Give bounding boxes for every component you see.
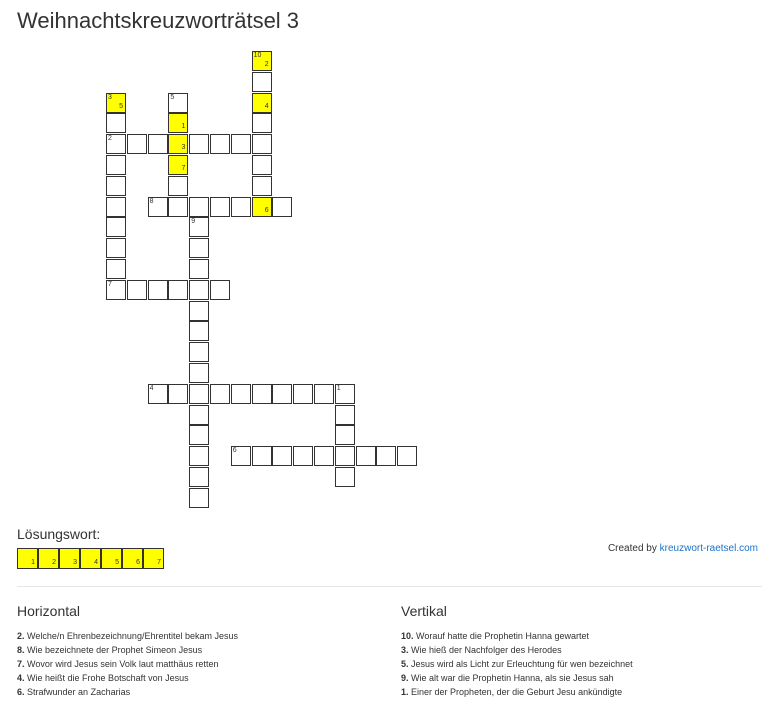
grid-cell[interactable]: [189, 217, 209, 237]
clue-number: 6: [232, 447, 237, 455]
solution-index: 3: [73, 559, 77, 566]
solution-word-box[interactable]: [38, 548, 59, 569]
grid-cell[interactable]: [189, 446, 209, 466]
grid-cell[interactable]: [148, 280, 168, 300]
grid-cell[interactable]: [148, 384, 168, 404]
grid-cell[interactable]: [189, 238, 209, 258]
grid-cell[interactable]: [210, 280, 230, 300]
grid-cell[interactable]: [189, 259, 209, 279]
clue-number: 10: [253, 52, 262, 59]
solution-index: 2: [264, 61, 269, 68]
clue-number: 8: [149, 197, 154, 205]
credit: Created by kreuzwort-raetsel.com: [607, 543, 758, 554]
grid-cell[interactable]: [168, 113, 188, 133]
solution-index: 6: [264, 206, 269, 214]
grid-cell[interactable]: [189, 405, 209, 425]
grid-cell[interactable]: [252, 51, 272, 71]
grid-cell[interactable]: [314, 446, 334, 466]
grid-cell[interactable]: [168, 134, 188, 154]
grid-cell[interactable]: [252, 155, 272, 175]
grid-cell[interactable]: [314, 384, 334, 404]
grid-cell[interactable]: [127, 134, 147, 154]
grid-cell[interactable]: [252, 446, 272, 466]
grid-cell[interactable]: [252, 176, 272, 196]
grid-cell[interactable]: [335, 405, 355, 425]
grid-cell[interactable]: [168, 176, 188, 196]
grid-cell[interactable]: [293, 446, 313, 466]
grid-cell[interactable]: [252, 384, 272, 404]
grid-cell[interactable]: [231, 384, 251, 404]
grid-cell[interactable]: [252, 72, 272, 92]
grid-cell[interactable]: [106, 134, 126, 154]
grid-cell[interactable]: [106, 176, 126, 196]
horizontal-clues-title: Horizontal: [17, 603, 81, 619]
vertical-clues: [401, 603, 761, 699]
clue-row: 5. Jesus wird als Licht zur Erleuchtung für wen bezeichnet: [401, 659, 633, 669]
solution-index: 4: [264, 102, 269, 110]
clue-number: 2: [108, 135, 112, 143]
solution-index: 7: [157, 559, 161, 566]
grid-cell[interactable]: [210, 384, 230, 404]
grid-cell[interactable]: [189, 280, 209, 300]
clue-number: 4: [149, 384, 154, 392]
solution-word-boxes: [17, 548, 164, 569]
solution-index: 6: [136, 559, 140, 566]
grid-cell[interactable]: [189, 301, 209, 321]
grid-cell[interactable]: [127, 280, 147, 300]
grid-cell[interactable]: [210, 134, 230, 154]
clue-row: 1. Einer der Propheten, der die Geburt Jesu ankündigte: [401, 687, 623, 697]
clue-row: 8. Wie bezeichnete der Prophet Simeon Jesus: [17, 645, 203, 655]
grid-cell[interactable]: [252, 113, 272, 133]
grid-cell[interactable]: [189, 321, 209, 341]
grid-cell[interactable]: [189, 134, 209, 154]
clue-number: 1: [336, 384, 341, 392]
clue-row: 10. Worauf hatte die Prophetin Hanna gewartet: [401, 631, 589, 641]
solution-index: 7: [181, 165, 186, 172]
grid-cell[interactable]: [189, 363, 209, 383]
vertical-clues-title: Vertikal: [401, 603, 447, 619]
grid-cell[interactable]: [252, 134, 272, 154]
clue-row: 3. Wie hieß der Nachfolger des Herodes: [401, 645, 562, 655]
grid-cell[interactable]: [106, 113, 126, 133]
clue-number: 7: [108, 280, 112, 288]
grid-cell[interactable]: [189, 467, 209, 487]
grid-cell[interactable]: [106, 93, 126, 113]
solution-index: 1: [181, 123, 186, 131]
grid-cell[interactable]: [148, 134, 168, 154]
grid-cell[interactable]: [189, 488, 209, 508]
grid-cell[interactable]: [231, 134, 251, 154]
grid-cell[interactable]: [106, 259, 126, 279]
clue-row: 6. Strafwunder an Zacharias: [17, 687, 131, 697]
grid-cell[interactable]: [189, 197, 209, 217]
page-title: Weihnachtskreuzworträtsel 3: [17, 8, 300, 33]
grid-cell[interactable]: [272, 384, 292, 404]
grid-cell[interactable]: [210, 197, 230, 217]
grid-cell[interactable]: [148, 197, 168, 217]
grid-cell[interactable]: [106, 217, 126, 237]
grid-cell[interactable]: [106, 155, 126, 175]
grid-cell[interactable]: [168, 280, 188, 300]
clue-number: 9: [191, 218, 196, 226]
grid-cell[interactable]: [335, 467, 355, 487]
grid-cell[interactable]: [189, 342, 209, 362]
clue-number: 5: [170, 93, 175, 101]
clue-row: 4. Wie heißt die Frohe Botschaft von Jesus: [17, 673, 189, 683]
solution-index: 4: [94, 559, 98, 566]
horizontal-clues: [17, 603, 377, 699]
grid-cell[interactable]: [335, 384, 355, 404]
solution-word-box[interactable]: [17, 548, 38, 569]
grid-cell[interactable]: [397, 446, 417, 466]
clue-row: 2. Welche/n Ehrenbezeichnung/Ehrentitel bekam Jesus: [17, 631, 238, 641]
grid-cell[interactable]: [231, 446, 251, 466]
solution-word-box[interactable]: [80, 548, 101, 569]
clue-row: 9. Wie alt war die Prophetin Hanna, als sie Jesus sah: [401, 673, 614, 683]
solution-word-box[interactable]: [101, 548, 122, 569]
clue-number: 3: [108, 93, 112, 101]
grid-cell[interactable]: [168, 197, 188, 217]
grid-cell[interactable]: [189, 384, 209, 404]
solution-index: 2: [52, 559, 56, 566]
solution-word-box[interactable]: [59, 548, 80, 569]
grid-cell[interactable]: [252, 197, 272, 217]
solution-word-box[interactable]: [143, 548, 164, 569]
solution-word-box[interactable]: [122, 548, 143, 569]
grid-cell[interactable]: [335, 446, 355, 466]
grid-cell[interactable]: [189, 425, 209, 445]
solution-index: 3: [181, 144, 186, 152]
grid-cell[interactable]: [376, 446, 396, 466]
solution-word-label: Lösungswort:: [17, 526, 101, 542]
solution-index: 5: [115, 559, 119, 566]
grid-cell[interactable]: [272, 446, 292, 466]
grid-cell[interactable]: [252, 93, 272, 113]
grid-cell[interactable]: [168, 155, 188, 175]
grid-cell[interactable]: [293, 384, 313, 404]
solution-index: 5: [119, 102, 123, 110]
grid-cell[interactable]: [168, 93, 188, 113]
clue-row: 7. Wovor wird Jesus sein Volk laut matthäus retten: [17, 659, 219, 669]
grid-cell[interactable]: [168, 384, 188, 404]
grid-cell[interactable]: [106, 197, 126, 217]
grid-cell[interactable]: [106, 280, 126, 300]
grid-cell[interactable]: [335, 425, 355, 445]
solution-index: 1: [31, 559, 35, 566]
credit-link[interactable]: kreuzwort-raetsel.com: [659, 543, 758, 554]
grid-cell[interactable]: [231, 197, 251, 217]
divider: [17, 586, 762, 587]
grid-cell[interactable]: [106, 238, 126, 258]
grid-cell[interactable]: [272, 197, 292, 217]
grid-cell[interactable]: [356, 446, 376, 466]
